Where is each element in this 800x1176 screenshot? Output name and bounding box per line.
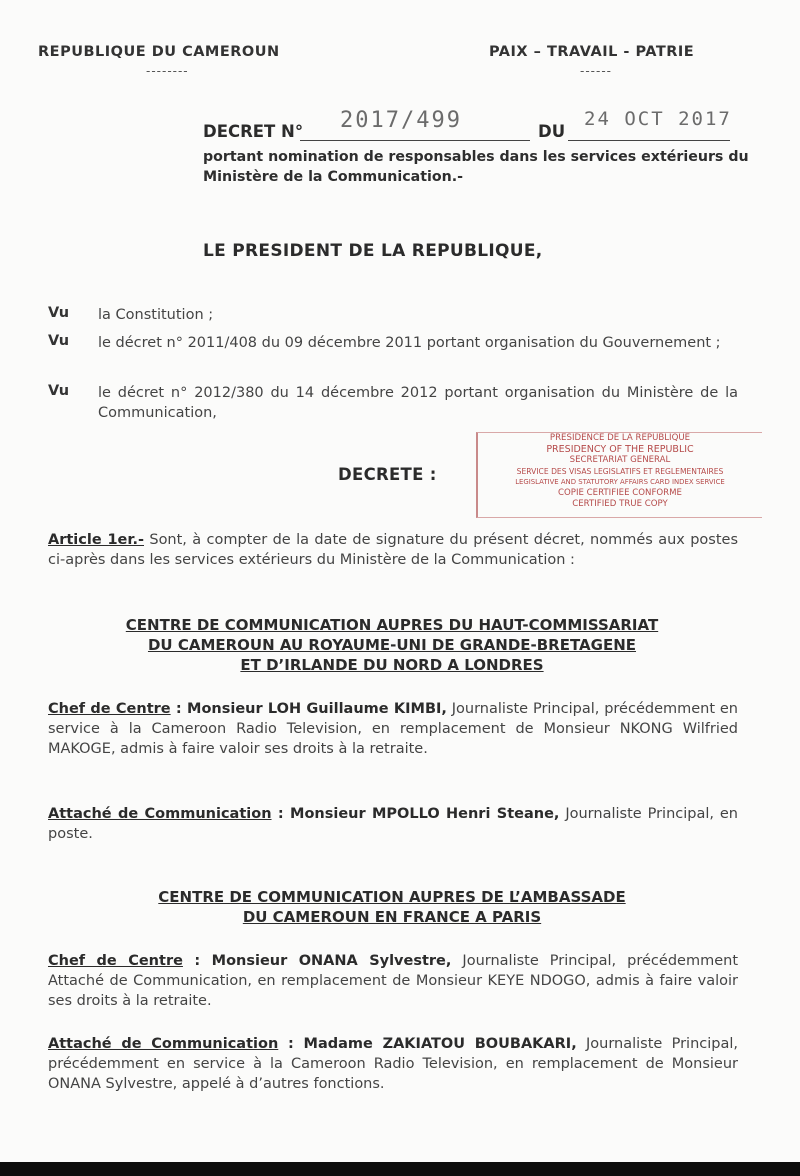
attache-text: Journaliste Principal, précédemment en service à la Cameroon Radio Television, en remplacement de Monsieur ONANA Sylvestre, appelé à d’autres fonctions. — [48, 1036, 738, 1092]
centre-2-title-line: CENTRE DE COMMUNICATION AUPRES DE L’AMBASSADE — [158, 888, 626, 906]
attache-name: Madame ZAKIATOU BOUBAKARI, — [303, 1036, 577, 1052]
article-1-text: Sont, à compter de la date de signature du présent décret, nommés aux postes ci-après dans les services extérieurs du Ministère de la Communication : — [48, 532, 738, 568]
visa-text: le décret n° 2012/380 du 14 décembre 2012 portant organisation du Ministère de la Communication, — [98, 385, 738, 421]
visa-label: Vu — [48, 383, 70, 399]
chef-label: Chef de Centre — [48, 953, 183, 969]
decret-number: 2017/499 — [340, 108, 462, 133]
attache-text: Journaliste Principal, en poste. — [48, 806, 738, 842]
decret-date-underline — [568, 140, 730, 141]
centre-1-title-line: CENTRE DE COMMUNICATION AUPRES DU HAUT-COMMISSARIAT — [125, 616, 659, 634]
chef-text: Journaliste Principal, précédemment en service à la Cameroon Radio Television, en remplacement de Monsieur NKONG Wilfried MAKOGE, admis à faire valoir ses droits à la retraite. — [48, 701, 738, 757]
visa-text: la Constitution ; — [98, 307, 214, 323]
decrete-heading: DECRETE : — [338, 465, 437, 484]
certified-copy-stamp — [476, 432, 762, 518]
president-heading: LE PRESIDENT DE LA REPUBLIQUE, — [203, 241, 543, 261]
centre-2-attache-paragraph: Attaché de Communication : Madame ZAKIATOU BOUBAKARI, Journaliste Principal, précédemment en service à la Cameroon Radio Television, en remplacement de Monsieur ONANA Sylvestre, appelé à d’autres fonctions. — [48, 1036, 738, 1092]
decret-number-underline — [300, 140, 530, 141]
attache-label: Attaché de Communication — [48, 1036, 279, 1052]
stamp-line: COPIE CERTIFIEE CONFORME — [558, 488, 682, 498]
centre-1-attache-paragraph: Attaché de Communication : Monsieur MPOLLO Henri Steane, Journaliste Principal, en poste. — [48, 806, 738, 842]
stamp-line: LEGISLATIVE AND STATUTORY AFFAIRS CARD INDEX SERVICE — [515, 478, 725, 486]
stamp-line: SECRETARIAT GENERAL — [569, 455, 671, 465]
stamp-line: SERVICE DES VISAS LEGISLATIFS ET REGLEMENTAIRES — [516, 467, 724, 476]
visa-label: Vu — [48, 305, 70, 321]
header-motto-dashes: ------ — [580, 64, 612, 78]
centre-1-title-line: DU CAMEROUN AU ROYAUME-UNI DE GRANDE-BRETAGENE — [147, 636, 637, 654]
article-1-label: Article 1er.- — [48, 532, 144, 548]
chef-text: Journaliste Principal, précédemment Attaché de Communication, en remplacement de Monsieur KEYE NDOGO, admis à faire valoir ses droits à la retraite. — [48, 953, 739, 1009]
scan-bottom-edge — [0, 1162, 800, 1176]
chef-label: Chef de Centre — [48, 701, 171, 717]
visa-label: Vu — [48, 333, 70, 349]
centre-2-title-line: DU CAMEROUN EN FRANCE A PARIS — [242, 908, 542, 926]
attache-label: Attaché de Communication — [48, 806, 272, 822]
centre-2-chef-paragraph: Chef de Centre : Monsieur ONANA Sylvestre, Journaliste Principal, précédemment Attaché de Communication, en remplacement de Monsieur KEYE NDOGO, admis à faire valoir ses droits à la retraite. — [48, 953, 739, 1009]
decret-object: portant nomination de responsables dans les services extérieurs du Ministère de la Communication.- — [203, 149, 749, 185]
visa-text: le décret n° 2011/408 du 09 décembre 2011 portant organisation du Gouvernement ; — [98, 335, 721, 351]
centre-1-chef-paragraph: Chef de Centre : Monsieur LOH Guillaume KIMBI, Journaliste Principal, précédemment en service à la Cameroon Radio Television, en remplacement de Monsieur NKONG Wilfried MAKOGE, admis à faire valoir ses droits à la retraite. — [48, 701, 738, 757]
chef-name: Monsieur LOH Guillaume KIMBI, — [187, 701, 447, 717]
chef-name: Monsieur ONANA Sylvestre, — [211, 953, 452, 969]
header-country: REPUBLIQUE DU CAMEROUN — [38, 44, 280, 60]
header-country-dashes: -------- — [146, 64, 189, 78]
stamp-line: PRESIDENCY OF THE REPUBLIC — [546, 444, 694, 455]
stamp-line: CERTIFIED TRUE COPY — [572, 499, 668, 509]
article-1 — [48, 530, 738, 570]
attache-name: Monsieur MPOLLO Henri Steane, — [290, 806, 560, 822]
centre-1-title-line: ET D’IRLANDE DU NORD A LONDRES — [240, 656, 544, 674]
stamp-line: PRESIDENCE DE LA REPUBLIQUE — [549, 433, 691, 443]
decret-du-label: DU — [538, 122, 566, 141]
decret-label: DECRET N° — [203, 122, 304, 141]
decret-date: 24 OCT 2017 — [584, 108, 732, 130]
header-motto: PAIX – TRAVAIL - PATRIE — [489, 44, 695, 60]
